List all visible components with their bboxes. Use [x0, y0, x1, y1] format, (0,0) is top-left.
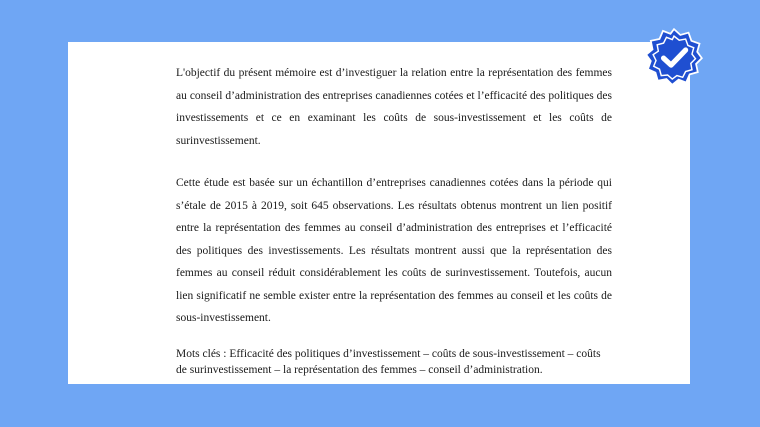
paragraph-results: Cette étude est basée sur un échantillon d’entreprises canadiennes cotées dans la période qui s’étale de 2015 à 2019, soit 645 observations. Les résultats obtenus montrent un lien positif entre la représentation des femmes au conseil d’administration des entreprises et l’efficacité des politiques des investissements. Les résultats montrent aussi que la représentation des femmes au conseil réduit considérablement les coûts de surinvestissement. Toutefois, aucun lien significatif ne semble exister entre la représentation des femmes au conseil et les coûts de sous-investissement. [176, 177, 612, 324]
paragraph-objective: L'objectif du présent mémoire est d’investiguer la relation entre la représentation des femmes au conseil d’administration des entreprises canadiennes cotées et l’efficacité des politiques des investissements et ce en examinant les coûts de sous-investissement et les coûts de surinvestissement. [176, 67, 612, 147]
document-body [176, 62, 612, 378]
keywords: Mots clés : Efficacité des politiques d’investissement – coûts de sous-investissement – coûts de surinvestissement – la représentation des femmes – conseil d’administration. [176, 347, 601, 376]
document-card [68, 42, 690, 384]
verified-check-icon [645, 28, 703, 86]
